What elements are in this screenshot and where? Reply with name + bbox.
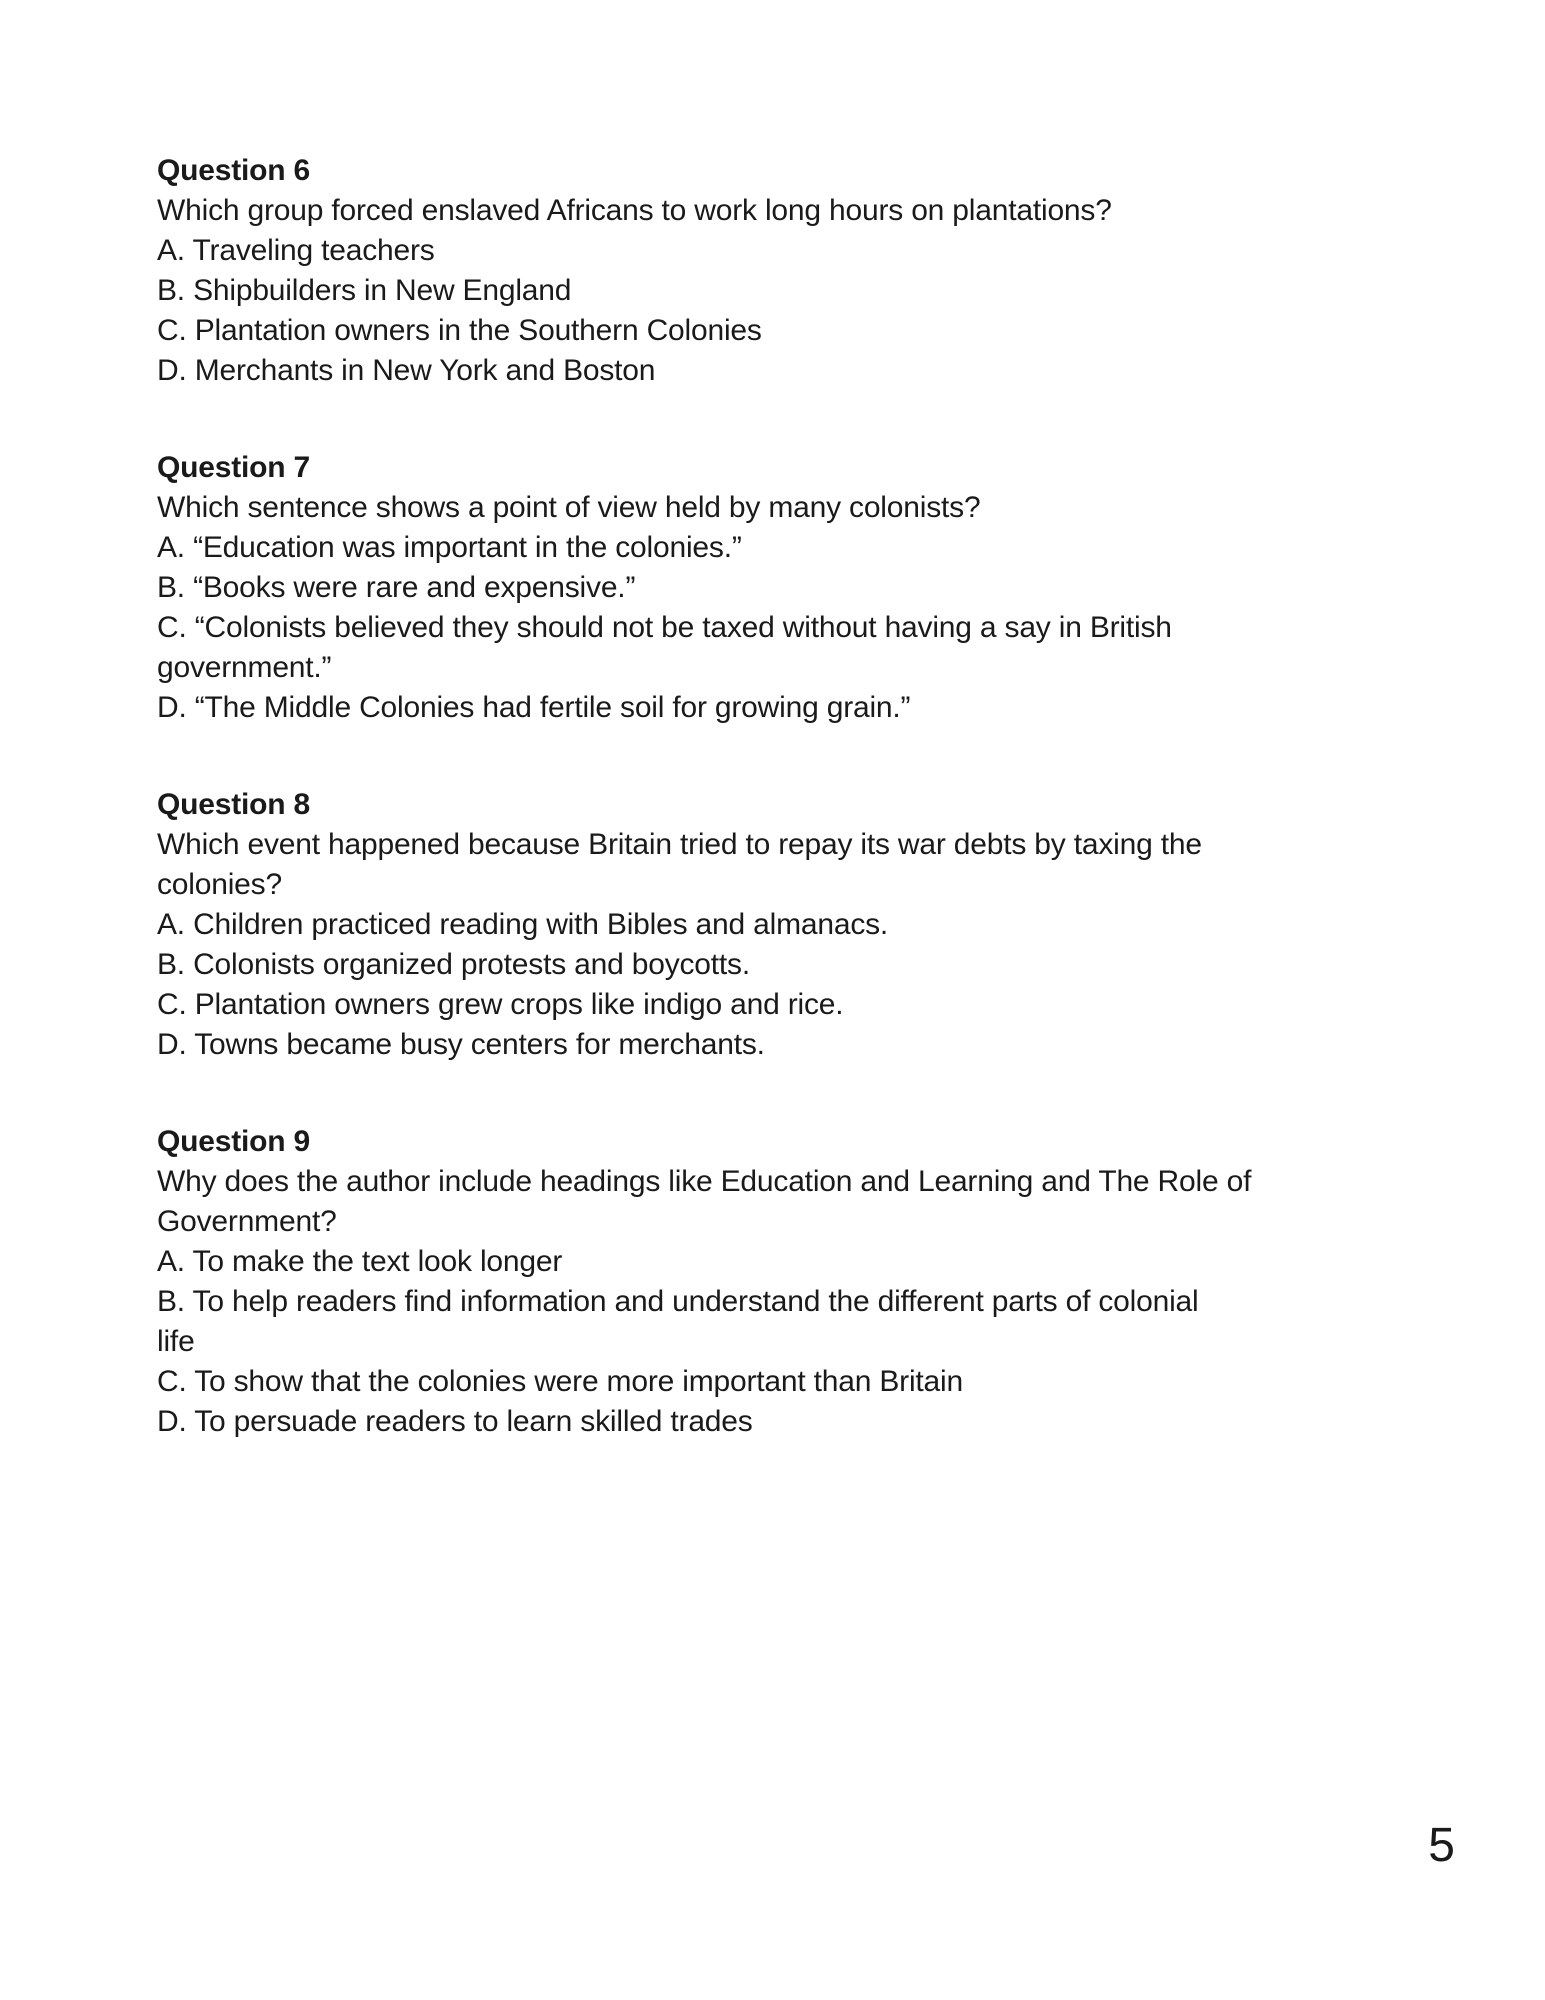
question-block-9 — [157, 1122, 1437, 1442]
option-b: B. Colonists organized protests and boycotts. — [157, 948, 750, 981]
questions-list — [157, 151, 1437, 1499]
option-d: D. “The Middle Colonies had fertile soil for growing grain.” — [157, 691, 911, 724]
option-b-line-2: life — [157, 1325, 195, 1358]
question-block-8 — [157, 785, 1437, 1065]
question-block-6 — [157, 151, 1437, 391]
option-b: B. “Books were rare and expensive.” — [157, 571, 636, 604]
option-d: D. To persuade readers to learn skilled trades — [157, 1405, 753, 1438]
question-heading: Question 7 — [157, 451, 311, 484]
question-block-7 — [157, 448, 1437, 728]
option-a: A. “Education was important in the colonies.” — [157, 531, 742, 564]
option-c-line-1: C. “Colonists believed they should not be taxed without having a say in British — [157, 611, 1172, 644]
option-a: A. Children practiced reading with Bibles and almanacs. — [157, 908, 889, 941]
question-heading: Question 6 — [157, 154, 311, 187]
option-c-line-2: government.” — [157, 651, 332, 684]
question-text-line-1: Why does the author include headings like Education and Learning and The Role of — [157, 1165, 1252, 1198]
option-d: D. Merchants in New York and Boston — [157, 354, 656, 387]
question-text-line-2: Government? — [157, 1205, 337, 1238]
question-text: Which sentence shows a point of view held by many colonists? — [157, 491, 981, 524]
question-text: Which group forced enslaved Africans to work long hours on plantations? — [157, 194, 1112, 227]
question-heading: Question 8 — [157, 788, 311, 821]
question-text-line-1: Which event happened because Britain tried to repay its war debts by taxing the — [157, 828, 1202, 861]
option-b-line-1: B. To help readers find information and understand the different parts of colonial — [157, 1285, 1199, 1318]
option-c: C. To show that the colonies were more important than Britain — [157, 1365, 963, 1398]
option-c: C. Plantation owners grew crops like indigo and rice. — [157, 988, 844, 1021]
option-a: A. Traveling teachers — [157, 234, 435, 267]
question-heading: Question 9 — [157, 1125, 311, 1158]
option-c: C. Plantation owners in the Southern Colonies — [157, 314, 762, 347]
option-a: A. To make the text look longer — [157, 1245, 563, 1278]
option-b: B. Shipbuilders in New England — [157, 274, 572, 307]
option-d: D. Towns became busy centers for merchants. — [157, 1028, 765, 1061]
page-number: 5 — [1428, 1819, 1455, 1872]
question-text-line-2: colonies? — [157, 868, 282, 901]
